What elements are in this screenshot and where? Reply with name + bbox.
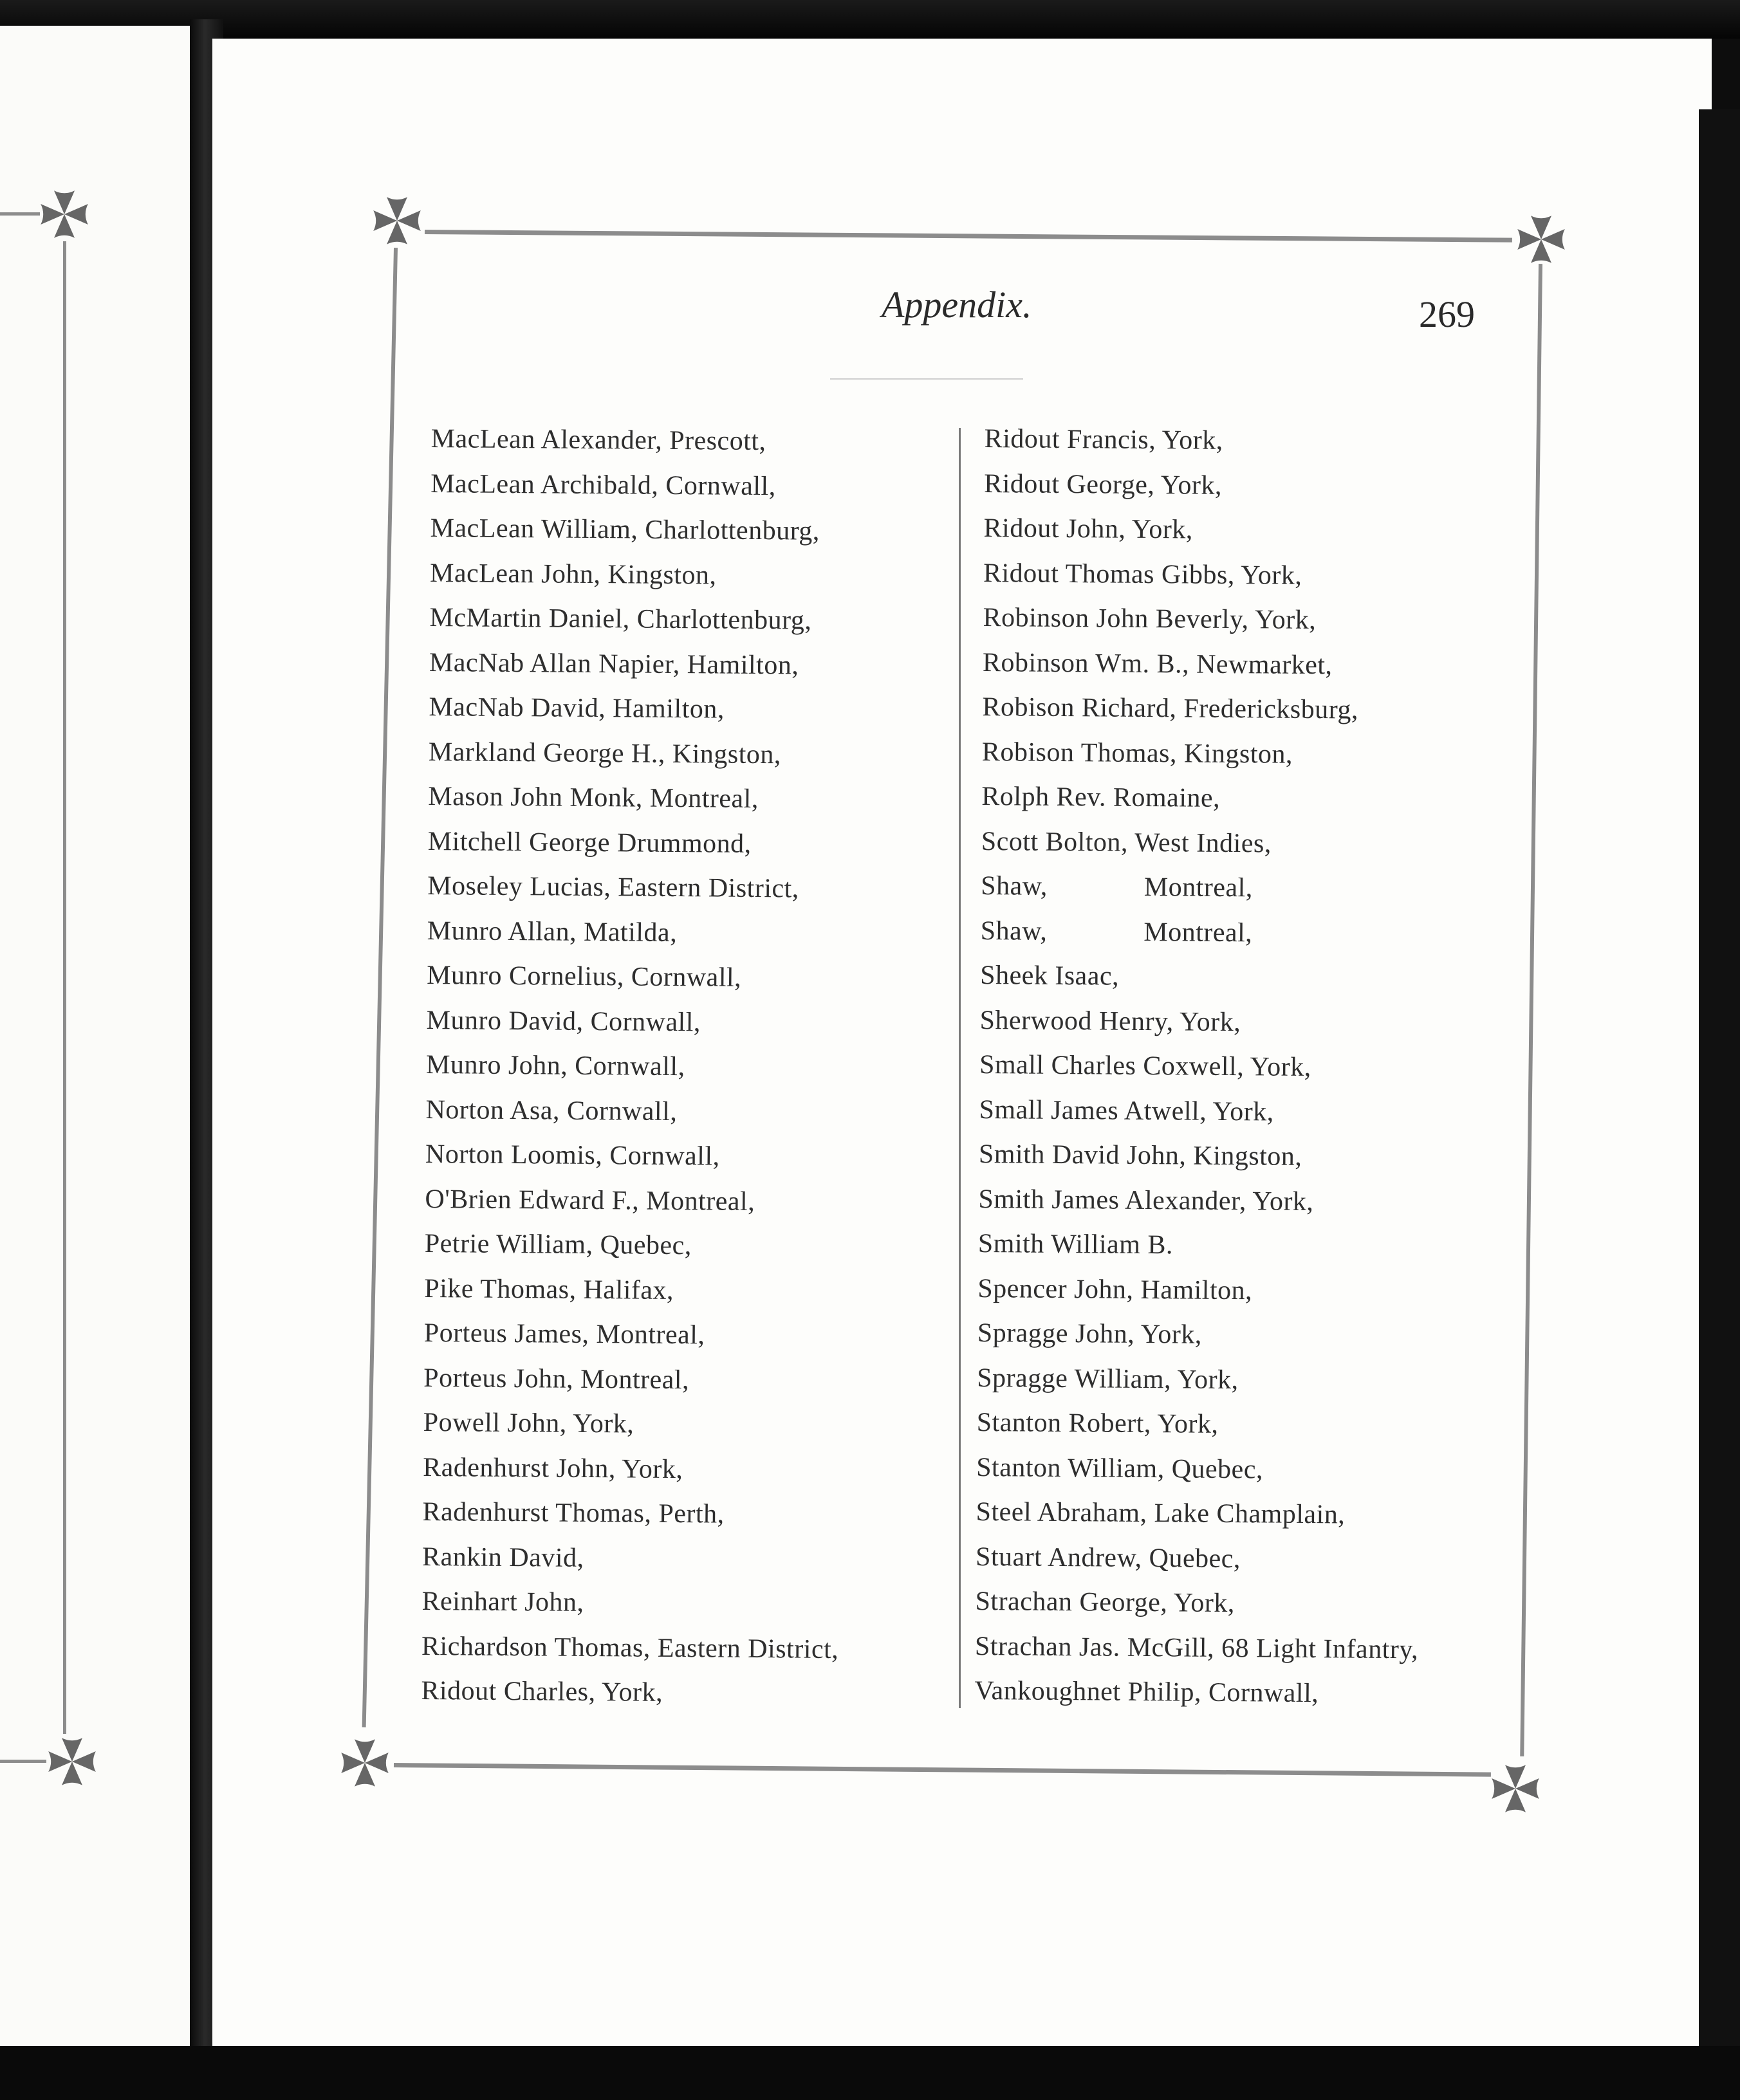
list-item: Radenhurst John, York,	[422, 1452, 683, 1484]
list-item: Munro Allan, Matilda,	[427, 916, 678, 948]
list-item: Ridout John, York,	[983, 513, 1194, 545]
scan-bottom-border	[0, 2046, 1740, 2100]
list-item: Mitchell George Drummond,	[427, 826, 752, 859]
list-item: Porteus John, Montreal,	[423, 1363, 690, 1395]
list-item: Porteus James, Montreal,	[423, 1318, 705, 1350]
name-list-left	[421, 417, 848, 1717]
maltese-cross-icon	[1490, 1763, 1541, 1814]
list-item: Steel Abraham, Lake Champlain,	[976, 1497, 1346, 1530]
list-item: Rankin David,	[421, 1542, 584, 1573]
list-item: Markland George H., Kingston,	[428, 737, 782, 769]
list-item: Stuart Andrew, Quebec,	[975, 1542, 1241, 1574]
list-item: Smith William B.	[977, 1228, 1174, 1260]
list-item: Smith James Alexander, York,	[978, 1184, 1314, 1217]
list-item: Spragge William, York,	[977, 1363, 1239, 1395]
list-item: Petrie William, Quebec,	[424, 1228, 692, 1261]
list-item: Spencer John, Hamilton,	[977, 1273, 1253, 1305]
list-item: Stanton Robert, York,	[976, 1407, 1219, 1439]
list-item: Robinson Wm. B., Newmarket,	[982, 647, 1333, 680]
header-rule	[830, 378, 1023, 380]
maltese-cross-icon	[339, 1737, 391, 1789]
entry-place: Montreal,	[1143, 872, 1254, 903]
name-list-right	[974, 417, 1428, 1717]
list-item: Norton Asa, Cornwall,	[425, 1094, 678, 1127]
entry-name: Shaw,	[980, 916, 1048, 946]
list-item: Sherwood Henry, York,	[979, 1005, 1241, 1037]
scan-top-border	[0, 0, 1740, 39]
list-item: Moseley Lucias, Eastern District,	[427, 870, 799, 904]
list-item: O'Brien Edward F., Montreal,	[425, 1184, 755, 1217]
list-item: MacNab David, Hamilton,	[429, 692, 725, 724]
list-item: MacLean John, Kingston,	[429, 558, 717, 590]
facing-page-rule-bottom	[0, 1760, 46, 1763]
list-item: Spragge John, York,	[977, 1318, 1203, 1350]
list-item: Munro Cornelius, Cornwall,	[427, 960, 742, 993]
column-divider	[959, 428, 961, 1708]
list-item: Ridout Charles, York,	[421, 1675, 663, 1708]
list-item: Strachan George, York,	[975, 1586, 1236, 1619]
list-item: Strachan Jas. McGill, 68 Light Infantry,	[974, 1631, 1419, 1664]
maltese-cross-icon	[39, 189, 90, 240]
list-item: Ridout Thomas Gibbs, York,	[983, 558, 1302, 591]
running-title: Appendix.	[882, 284, 1032, 326]
list-item: Robinson John Beverly, York,	[983, 602, 1317, 636]
list-item: Small Charles Coxwell, York,	[979, 1049, 1311, 1083]
list-item: Munro David, Cornwall,	[426, 1005, 701, 1037]
list-item: Smith David John, Kingston,	[978, 1139, 1302, 1172]
list-item: Pike Thomas, Halifax,	[424, 1273, 674, 1305]
list-item: Ridout Francis, York,	[984, 423, 1223, 456]
maltese-cross-icon	[1515, 214, 1567, 265]
list-item	[981, 864, 1425, 912]
scan-right-border	[1699, 109, 1740, 2100]
entry-place: Montreal,	[1143, 917, 1253, 948]
list-item: Reinhart John,	[421, 1586, 584, 1617]
list-item: Rolph Rev. Romaine,	[981, 781, 1221, 813]
list-item: Richardson Thomas, Eastern District,	[421, 1631, 839, 1664]
list-item: Scott Bolton, West Indies,	[981, 826, 1272, 859]
list-item: Powell John, York,	[423, 1407, 634, 1439]
maltese-cross-icon	[371, 195, 423, 246]
entry-name: Shaw,	[981, 870, 1048, 901]
facing-page-rule-top	[0, 212, 40, 216]
list-item: MacLean Archibald, Cornwall,	[430, 468, 776, 501]
list-item: Munro John, Cornwall,	[425, 1049, 685, 1082]
list-item: Vankoughnet Philip, Cornwall,	[974, 1675, 1319, 1709]
list-item: Robison Thomas, Kingston,	[981, 737, 1293, 769]
list-item	[980, 908, 1424, 957]
maltese-cross-icon	[46, 1736, 98, 1787]
list-item: Sheek Isaac,	[980, 960, 1120, 991]
list-item: Ridout George, York,	[984, 468, 1223, 501]
list-item: Small James Atwell, York,	[979, 1094, 1274, 1127]
list-item: Radenhurst Thomas, Perth,	[422, 1497, 725, 1529]
list-item: Robison Richard, Fredericksburg,	[982, 692, 1359, 725]
list-item: MacNab Allan Napier, Hamilton,	[429, 647, 799, 680]
list-item: McMartin Daniel, Charlottenburg,	[429, 602, 812, 636]
list-item: MacLean William, Charlottenburg,	[430, 513, 820, 546]
list-item: MacLean Alexander, Prescott,	[430, 423, 766, 457]
facing-page-rule-right	[63, 241, 66, 1734]
page-number: 269	[1419, 293, 1475, 335]
list-item: Mason John Monk, Montreal,	[428, 781, 759, 815]
list-item: Stanton William, Quebec,	[976, 1452, 1264, 1484]
list-item: Norton Loomis, Cornwall,	[425, 1139, 720, 1172]
